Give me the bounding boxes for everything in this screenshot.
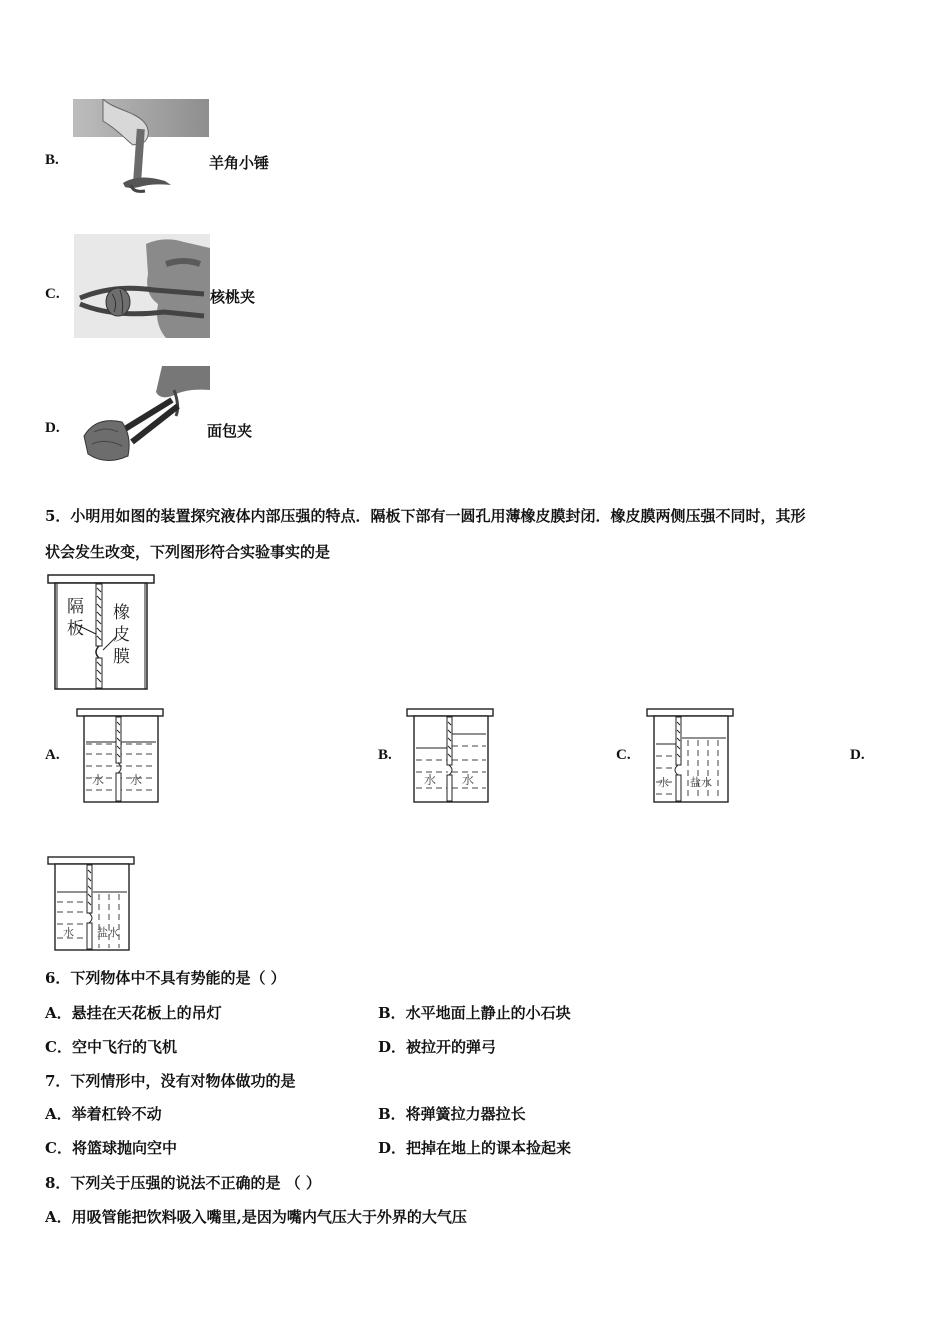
q5-option-c-letter: C. bbox=[616, 747, 631, 763]
q5-stem-line1: 5．小明用如图的装置探究液体内部压强的特点．隔板下部有一圆孔用薄橡皮膜封闭．橡皮膜两侧压强不同时，其形 bbox=[45, 507, 806, 525]
option-d-letter: D. bbox=[45, 420, 60, 436]
option-b-letter: B. bbox=[45, 152, 59, 168]
q6-option-a: A．悬挂在天花板上的吊灯 bbox=[45, 1004, 222, 1022]
option-c-letter: C. bbox=[45, 286, 60, 302]
apparatus-diagram bbox=[47, 574, 155, 690]
q5-option-d-diagram bbox=[47, 856, 137, 952]
label-partition-2: 板 bbox=[67, 619, 84, 639]
q5-b-left-liquid: 水 bbox=[424, 773, 437, 787]
q6-stem: 6．下列物体中不具有势能的是（ ） bbox=[45, 969, 286, 987]
q7-option-c: C．将篮球抛向空中 bbox=[45, 1139, 177, 1157]
q5-option-b-letter: B. bbox=[378, 747, 392, 763]
q5-d-right-liquid: 盐水 bbox=[97, 926, 119, 939]
option-c-label: 核桃夹 bbox=[210, 288, 256, 306]
nutcracker-photo-icon bbox=[74, 234, 210, 338]
q5-a-left-liquid: 水 bbox=[92, 773, 105, 787]
q5-c-left-liquid: 水 bbox=[658, 776, 669, 789]
q5-stem-line2: 状会发生改变，下列图形符合实验事实的是 bbox=[45, 543, 331, 561]
label-membrane-2: 皮 bbox=[113, 625, 130, 645]
q5-option-b-diagram bbox=[406, 708, 496, 804]
bread-tongs-photo-icon bbox=[76, 366, 210, 470]
q7-option-d: D．把掉在地上的课本捡起来 bbox=[378, 1139, 572, 1157]
q5-option-c-diagram bbox=[646, 708, 736, 804]
q5-b-right-liquid: 水 bbox=[462, 773, 475, 787]
claw-hammer-photo-icon bbox=[73, 99, 209, 199]
q6-option-d: D．被拉开的弹弓 bbox=[378, 1038, 497, 1056]
label-membrane-3: 膜 bbox=[113, 647, 130, 667]
label-partition-1: 隔 bbox=[67, 597, 84, 617]
q5-option-a-diagram bbox=[76, 708, 166, 804]
q7-option-b: B．将弹簧拉力器拉长 bbox=[378, 1105, 526, 1123]
label-membrane-1: 橡 bbox=[113, 603, 130, 623]
option-b-label: 羊角小锤 bbox=[209, 154, 270, 172]
q8-stem: 8．下列关于压强的说法不正确的是 （ ） bbox=[45, 1174, 321, 1192]
q6-option-b: B．水平地面上静止的小石块 bbox=[378, 1004, 571, 1022]
option-d-label: 面包夹 bbox=[207, 422, 253, 440]
q5-c-right-liquid: 盐水 bbox=[690, 776, 712, 789]
q8-option-a: A．用吸管能把饮料吸入嘴里,是因为嘴内气压大于外界的大气压 bbox=[45, 1208, 467, 1226]
q6-option-c: C．空中飞行的飞机 bbox=[45, 1038, 177, 1056]
q7-stem: 7．下列情形中，没有对物体做功的是 bbox=[45, 1072, 296, 1090]
q5-a-right-liquid: 水 bbox=[130, 773, 143, 787]
q5-d-left-liquid: 水 bbox=[63, 926, 74, 939]
q5-option-a-letter: A. bbox=[45, 747, 60, 763]
q5-option-d-letter: D. bbox=[850, 747, 865, 763]
q7-option-a: A．举着杠铃不动 bbox=[45, 1105, 162, 1123]
